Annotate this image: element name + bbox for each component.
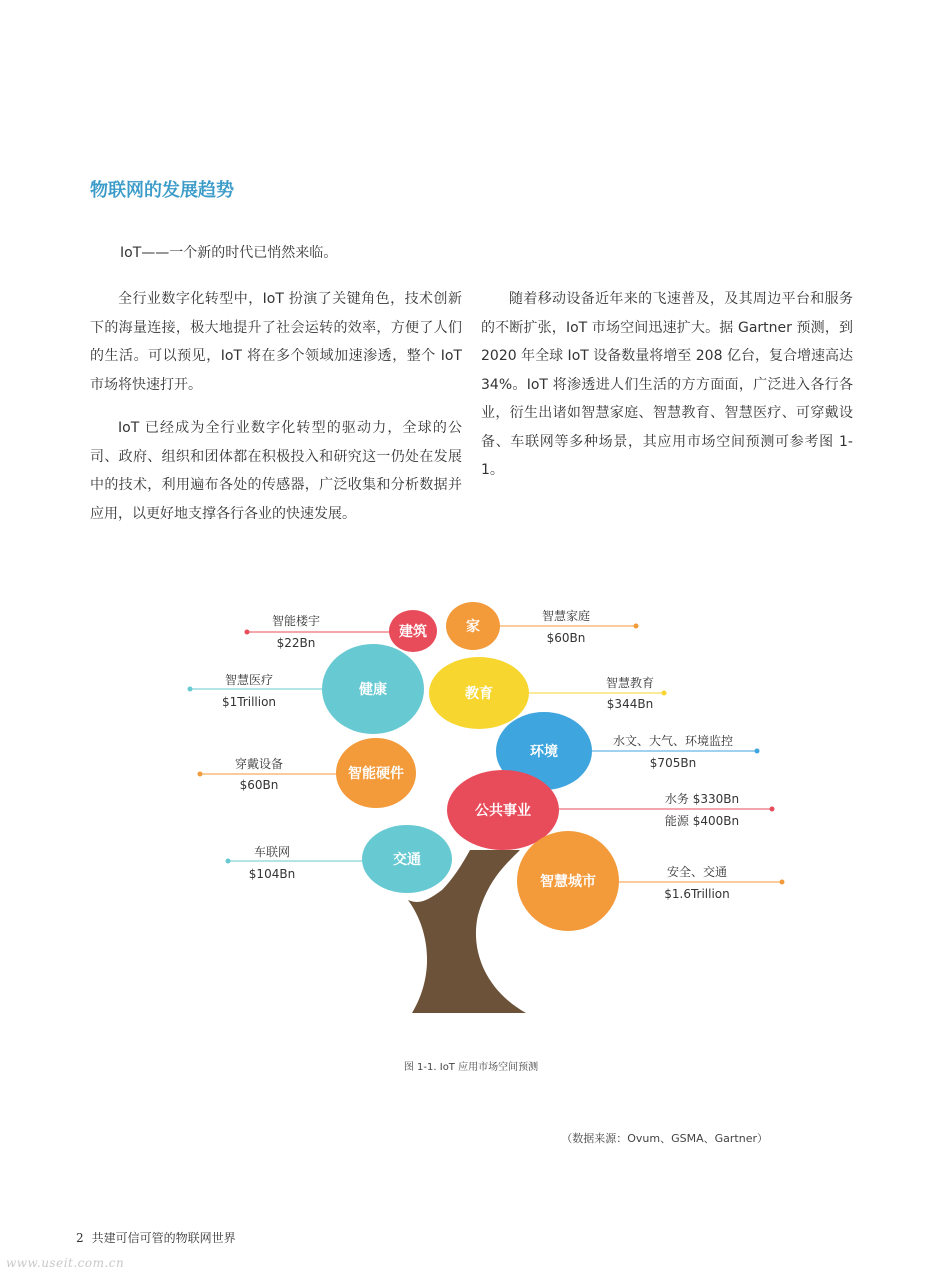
bubble-jiaoyu bbox=[429, 657, 529, 729]
paragraph: 随着移动设备近年来的飞速普及，及其周边平台和服务的不断扩张，IoT 市场空间迅速扩大。据 Gartner 预测，到 2020 年全球 IoT 设备数量将增至 208 亿台，复合增速高达 34%。IoT 将渗透进人们生活的方方面面，广泛进入各行各业，衍生出诸如智慧家庭、智慧教育、智慧医疗、可穿戴设备、车联网等多种场景，其应用市场空间预测可参考图 1-1。 bbox=[481, 291, 853, 478]
intro-line: IoT——一个新的时代已悄然来临。 bbox=[120, 245, 338, 261]
label-line2: $705Bn bbox=[649, 756, 697, 770]
label-line2: $1.6Trillion bbox=[664, 887, 730, 901]
bubble-label: 公共事业 bbox=[475, 803, 531, 819]
label-line2: $344Bn bbox=[606, 697, 654, 711]
bubble-zhineng-yingjian bbox=[336, 738, 416, 808]
bubble-label: 建筑 bbox=[399, 624, 427, 640]
bubble-label: 交通 bbox=[393, 852, 421, 868]
label-line1: 智能楼宇 bbox=[271, 614, 321, 628]
bubble-label: 智能硬件 bbox=[348, 766, 404, 782]
bubble-label: 教育 bbox=[465, 686, 493, 702]
label-line1: 安全、交通 bbox=[666, 865, 728, 879]
label-line1: 穿戴设备 bbox=[234, 757, 284, 771]
bubble-jiaotong bbox=[362, 825, 452, 893]
watermark: www.useit.com.cn bbox=[6, 1256, 125, 1270]
paragraph: IoT 已经成为全行业数字化转型的驱动力，全球的公司、政府、组织和团体都在积极投入和研究这一仍处在发展中的技术，利用遍布各处的传感器，广泛收集和分析数据并应用，以更好地支撑各行各业的快速发展。 bbox=[90, 420, 462, 522]
label-line1: 车联网 bbox=[253, 845, 291, 859]
bubble-label: 环境 bbox=[530, 744, 558, 760]
right-column bbox=[481, 285, 853, 500]
bubble-jiankang bbox=[322, 644, 424, 734]
label-line2: 能源 $400Bn bbox=[664, 814, 740, 828]
data-source: （数据来源：Ovum、GSMA、Gartner） bbox=[561, 1132, 768, 1145]
page-footer bbox=[76, 1229, 236, 1246]
figure-caption: 图 1-1. IoT 应用市场空间预测 bbox=[403, 1062, 539, 1073]
iot-market-tree-figure bbox=[0, 580, 942, 1030]
page-number: 2 bbox=[76, 1231, 84, 1245]
label-line2: $60Bn bbox=[546, 631, 586, 645]
footer-title: 共建可信可管的物联网世界 bbox=[91, 1231, 236, 1245]
bubble-jianzhu bbox=[389, 610, 437, 652]
label-line2: $60Bn bbox=[239, 778, 279, 792]
paragraph: 全行业数字化转型中，IoT 扮演了关键角色，技术创新下的海量连接，极大地提升了社会运转的效率，方便了人们的生活。可以预见，IoT 将在多个领域加速渗透，整个 IoT 市场将快速打开。 bbox=[90, 291, 462, 393]
label-line1: 水文、大气、环境监控 bbox=[612, 734, 734, 748]
section-title: 物联网的发展趋势 bbox=[90, 180, 234, 201]
label-line2: $104Bn bbox=[248, 867, 296, 881]
bubble-jia bbox=[446, 602, 500, 650]
label-line1: 水务 $330Bn bbox=[664, 792, 740, 806]
label-line1: 智慧家庭 bbox=[541, 609, 591, 623]
label-line1: 智慧医疗 bbox=[224, 673, 274, 687]
label-line2: $22Bn bbox=[276, 636, 316, 650]
label-line1: 智慧教育 bbox=[605, 676, 655, 690]
bubble-label: 健康 bbox=[359, 682, 387, 698]
bubble-label: 家 bbox=[466, 619, 480, 635]
label-line2: $1Trillion bbox=[221, 695, 277, 709]
bubble-zhihui-chengshi bbox=[517, 831, 619, 931]
left-column bbox=[90, 285, 462, 543]
bubble-label: 智慧城市 bbox=[540, 874, 596, 890]
